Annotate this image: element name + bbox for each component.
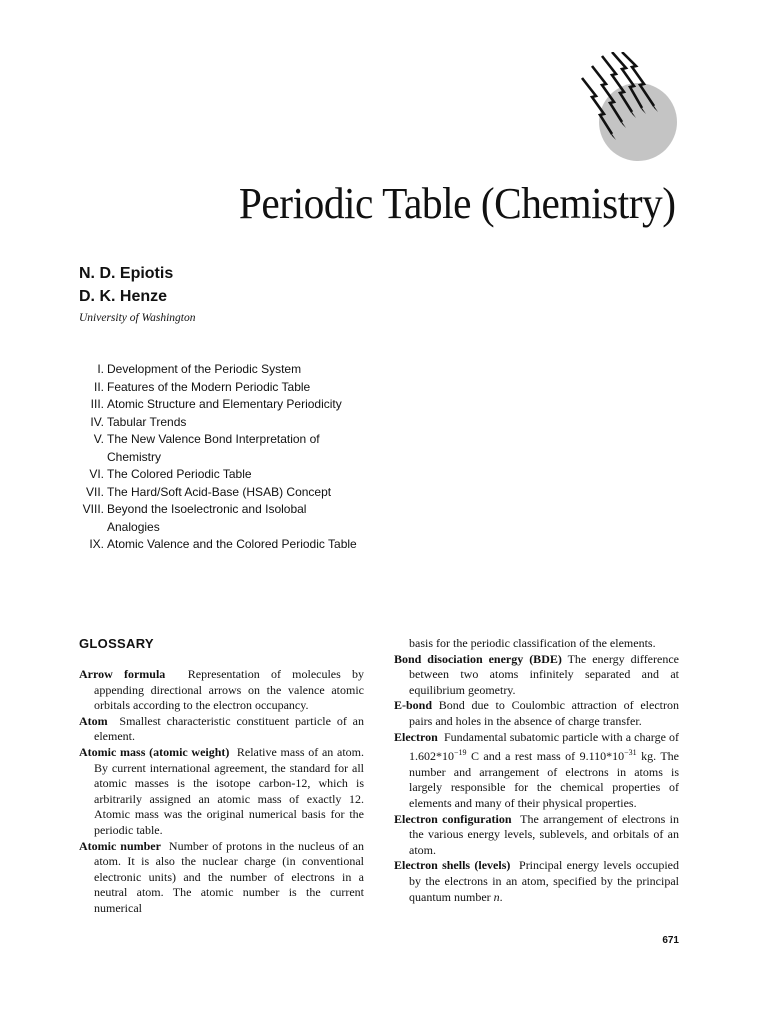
glossary-entry bbox=[394, 652, 679, 699]
lightning-bolts-circle-icon bbox=[578, 52, 682, 168]
toc-number: VIII. bbox=[82, 502, 104, 516]
toc-number: VII. bbox=[85, 484, 104, 499]
glossary-term: Electron bbox=[394, 729, 438, 744]
toc-number: IX. bbox=[89, 537, 104, 551]
author-affiliation: University of Washington bbox=[79, 312, 196, 324]
glossary-definition: Fundamental subatomic particle with a charge of 1.602*10 bbox=[409, 729, 680, 764]
toc-item bbox=[72, 501, 382, 536]
glossary-definition: Principal energy levels occupied by the electrons in an atom, specified by the principal quantum number bbox=[409, 858, 680, 904]
glossary-definition: Bond due to Coulombic attraction of electron pairs and holes in the absence of charge transfer. bbox=[409, 698, 679, 728]
author-name: N. D. Epiotis bbox=[79, 265, 174, 282]
glossary-entry bbox=[79, 839, 364, 917]
glossary-definition: Representation of molecules by appending directional arrows on the valence atomic orbitals according to the electron occupancy. bbox=[94, 667, 365, 713]
page-title: Periodic Table (Chemistry) bbox=[239, 179, 676, 228]
glossary-term: Electron shells (levels) bbox=[394, 858, 511, 873]
quantum-number-symbol: n bbox=[493, 889, 500, 904]
toc-text: Tabular Trends bbox=[107, 414, 187, 429]
toc-number: II. bbox=[93, 379, 104, 394]
toc-item bbox=[72, 431, 382, 466]
toc-item bbox=[72, 379, 382, 397]
toc-item bbox=[72, 484, 382, 502]
toc-number: I. bbox=[97, 362, 104, 376]
glossary-term: E-bond bbox=[394, 698, 433, 713]
toc-item bbox=[72, 361, 382, 379]
glossary-term: Bond disociation energy (BDE) bbox=[394, 651, 562, 666]
toc-number: VI. bbox=[89, 467, 104, 481]
table-of-contents bbox=[72, 361, 382, 554]
glossary-term: Atom bbox=[79, 713, 108, 728]
glossary-definition: The arrangement of electrons in the various energy levels, sublevels, and orbitals of an atom. bbox=[409, 811, 679, 857]
glossary-column-right bbox=[394, 636, 679, 905]
toc-text: The New Valence Bond Interpretation of Chemistry bbox=[107, 432, 320, 464]
glossary-entry bbox=[79, 667, 364, 714]
page-number: 671 bbox=[662, 935, 679, 946]
toc-item bbox=[72, 466, 382, 484]
toc-number: IV. bbox=[90, 414, 104, 429]
glossary-term: Electron configuration bbox=[394, 811, 512, 826]
toc-text: Development of the Periodic System bbox=[107, 362, 302, 376]
glossary-entry bbox=[79, 714, 364, 745]
glossary-term: Atomic mass (atomic weight) bbox=[79, 744, 230, 759]
toc-text: The Colored Periodic Table bbox=[107, 467, 252, 481]
toc-number: III. bbox=[90, 397, 104, 411]
glossary-entry bbox=[394, 812, 679, 859]
glossary-continuation: basis for the periodic classification of the elements. bbox=[409, 636, 656, 650]
toc-text: Features of the Modern Periodic Table bbox=[107, 379, 311, 394]
glossary-definition: The energy difference between two atoms infinitely separated and at equilibrium geometry. bbox=[409, 651, 679, 697]
glossary-definition: Relative mass of an atom. By current international agreement, the standard for all atomic masses is the isotope carbon-12, which is arbitrarily assigned an atomic mass of exactly 12. Atomic mass was the original numerical basis for the periodic table. bbox=[94, 744, 365, 837]
toc-text: Beyond the Isoelectronic and Isolobal Analogies bbox=[107, 502, 307, 534]
glossary-entry bbox=[394, 698, 679, 729]
glossary-column-left bbox=[79, 667, 364, 917]
toc-item bbox=[72, 414, 382, 432]
author-block bbox=[79, 262, 196, 324]
author-name: D. K. Henze bbox=[79, 288, 168, 305]
exponent: −31 bbox=[624, 748, 637, 758]
toc-number: V. bbox=[93, 432, 104, 446]
glossary-entry: Electron shells (levels) Principal energy levels occupied by the electrons in an atom, specified by the principal quantum number n. bbox=[394, 858, 680, 904]
toc-text: Atomic Structure and Elementary Periodicity bbox=[107, 397, 342, 411]
toc-item bbox=[72, 536, 382, 554]
glossary-term: Atomic number bbox=[79, 838, 161, 853]
glossary-definition: Smallest characteristic constituent particle of an element. bbox=[94, 713, 365, 744]
exponent: −19 bbox=[454, 748, 467, 758]
glossary-entry bbox=[79, 745, 364, 839]
glossary-definition: C and a rest mass of 9.110*10 bbox=[466, 749, 625, 764]
glossary-term: Arrow formula bbox=[79, 667, 166, 681]
glossary-definition: Number of protons in the nucleus of an atom. It is also the nuclear charge (in conventional electronic units) and the number of electrons in a neutral atom. The atomic number is the current numerical bbox=[94, 838, 365, 915]
glossary-heading: GLOSSARY bbox=[79, 636, 154, 651]
toc-text: The Hard/Soft Acid-Base (HSAB) Concept bbox=[107, 484, 332, 499]
toc-text: Atomic Valence and the Colored Periodic Table bbox=[107, 537, 357, 551]
glossary-definition: kg. The number and arrangement of electrons in atoms is largely responsible for the chemical properties of elements and many of their physical properties. bbox=[409, 749, 679, 810]
toc-item bbox=[72, 396, 382, 414]
glossary-entry bbox=[394, 730, 679, 812]
